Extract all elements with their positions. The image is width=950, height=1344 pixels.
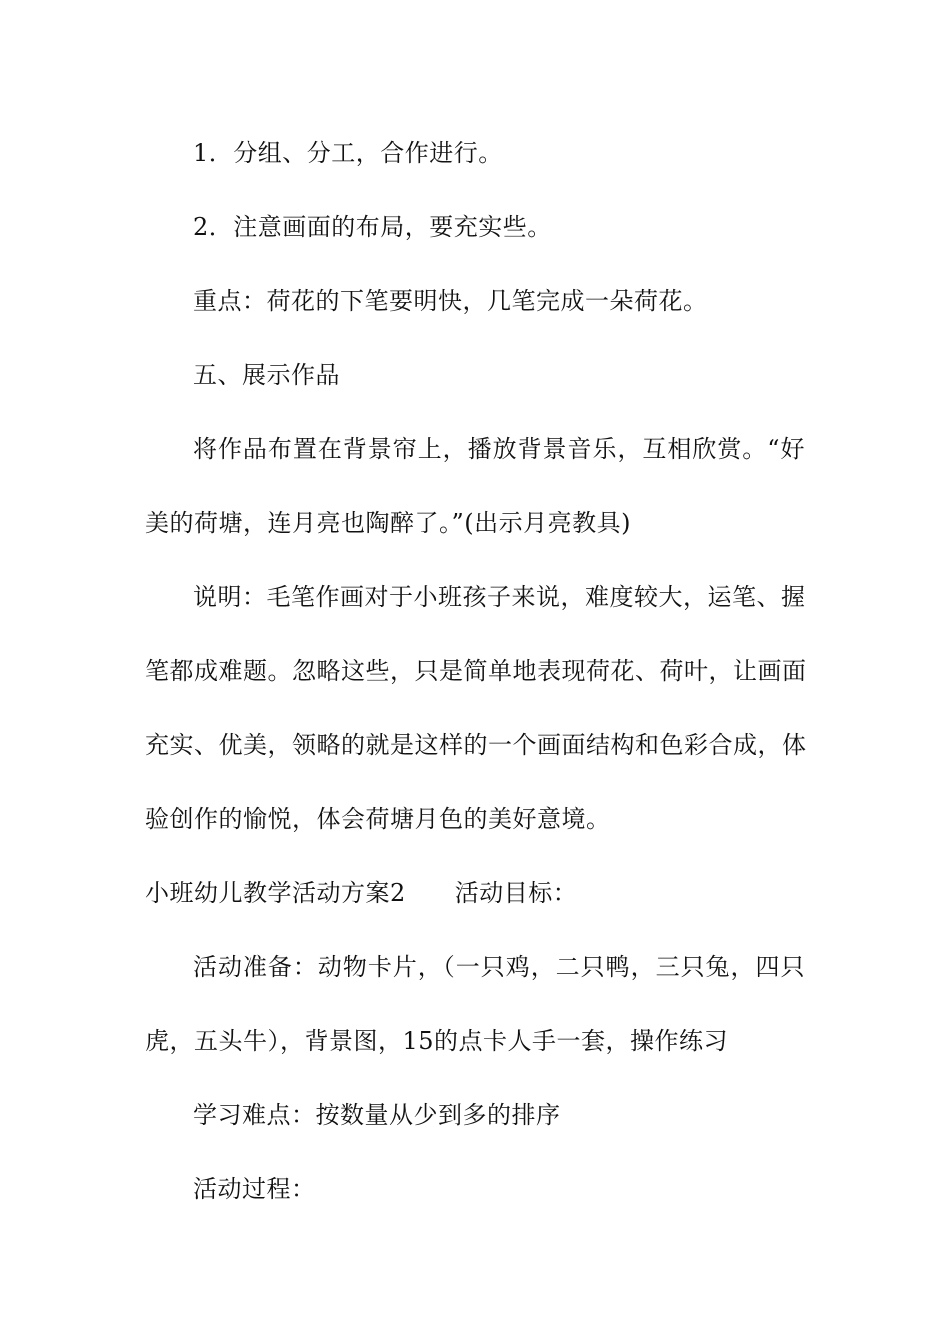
difficulty-text: 学习难点：按数量从少到多的排序 bbox=[193, 1101, 561, 1129]
process-heading: 活动过程： bbox=[193, 1175, 316, 1203]
paragraph-display-line-1: 将作品布置在背景帘上，播放背景音乐，互相欣赏。“好 bbox=[193, 435, 805, 463]
section-heading-5: 五、展示作品 bbox=[193, 361, 340, 389]
paragraph-note-line-2: 笔都成难题。忽略这些，只是简单地表现荷花、荷叶，让画面 bbox=[145, 657, 807, 685]
paragraph-display-line-2: 美的荷塘，连月亮也陶醉了。”(出示月亮教具) bbox=[145, 509, 631, 537]
plan-title: 小班幼儿教学活动方案2 活动目标： bbox=[145, 879, 578, 907]
paragraph-note-line-4: 验创作的愉悦，体会荷塘月色的美好意境。 bbox=[145, 805, 611, 833]
list-item-2: 2．注意画面的布局，要充实些。 bbox=[193, 213, 552, 241]
list-item-1: 1．分组、分工，合作进行。 bbox=[193, 139, 503, 167]
paragraph-note-line-3: 充实、优美，领略的就是这样的一个画面结构和色彩合成，体 bbox=[145, 731, 807, 759]
key-point-text: 重点：荷花的下笔要明快，几笔完成一朵荷花。 bbox=[193, 287, 708, 315]
preparation-line-2: 虎，五头牛），背景图，15的点卡人手一套，操作练习 bbox=[145, 1027, 729, 1055]
preparation-line-1: 活动准备：动物卡片，（一只鸡，二只鸭，三只兔，四只 bbox=[193, 953, 805, 981]
paragraph-note-line-1: 说明：毛笔作画对于小班孩子来说，难度较大，运笔、握 bbox=[193, 583, 806, 611]
